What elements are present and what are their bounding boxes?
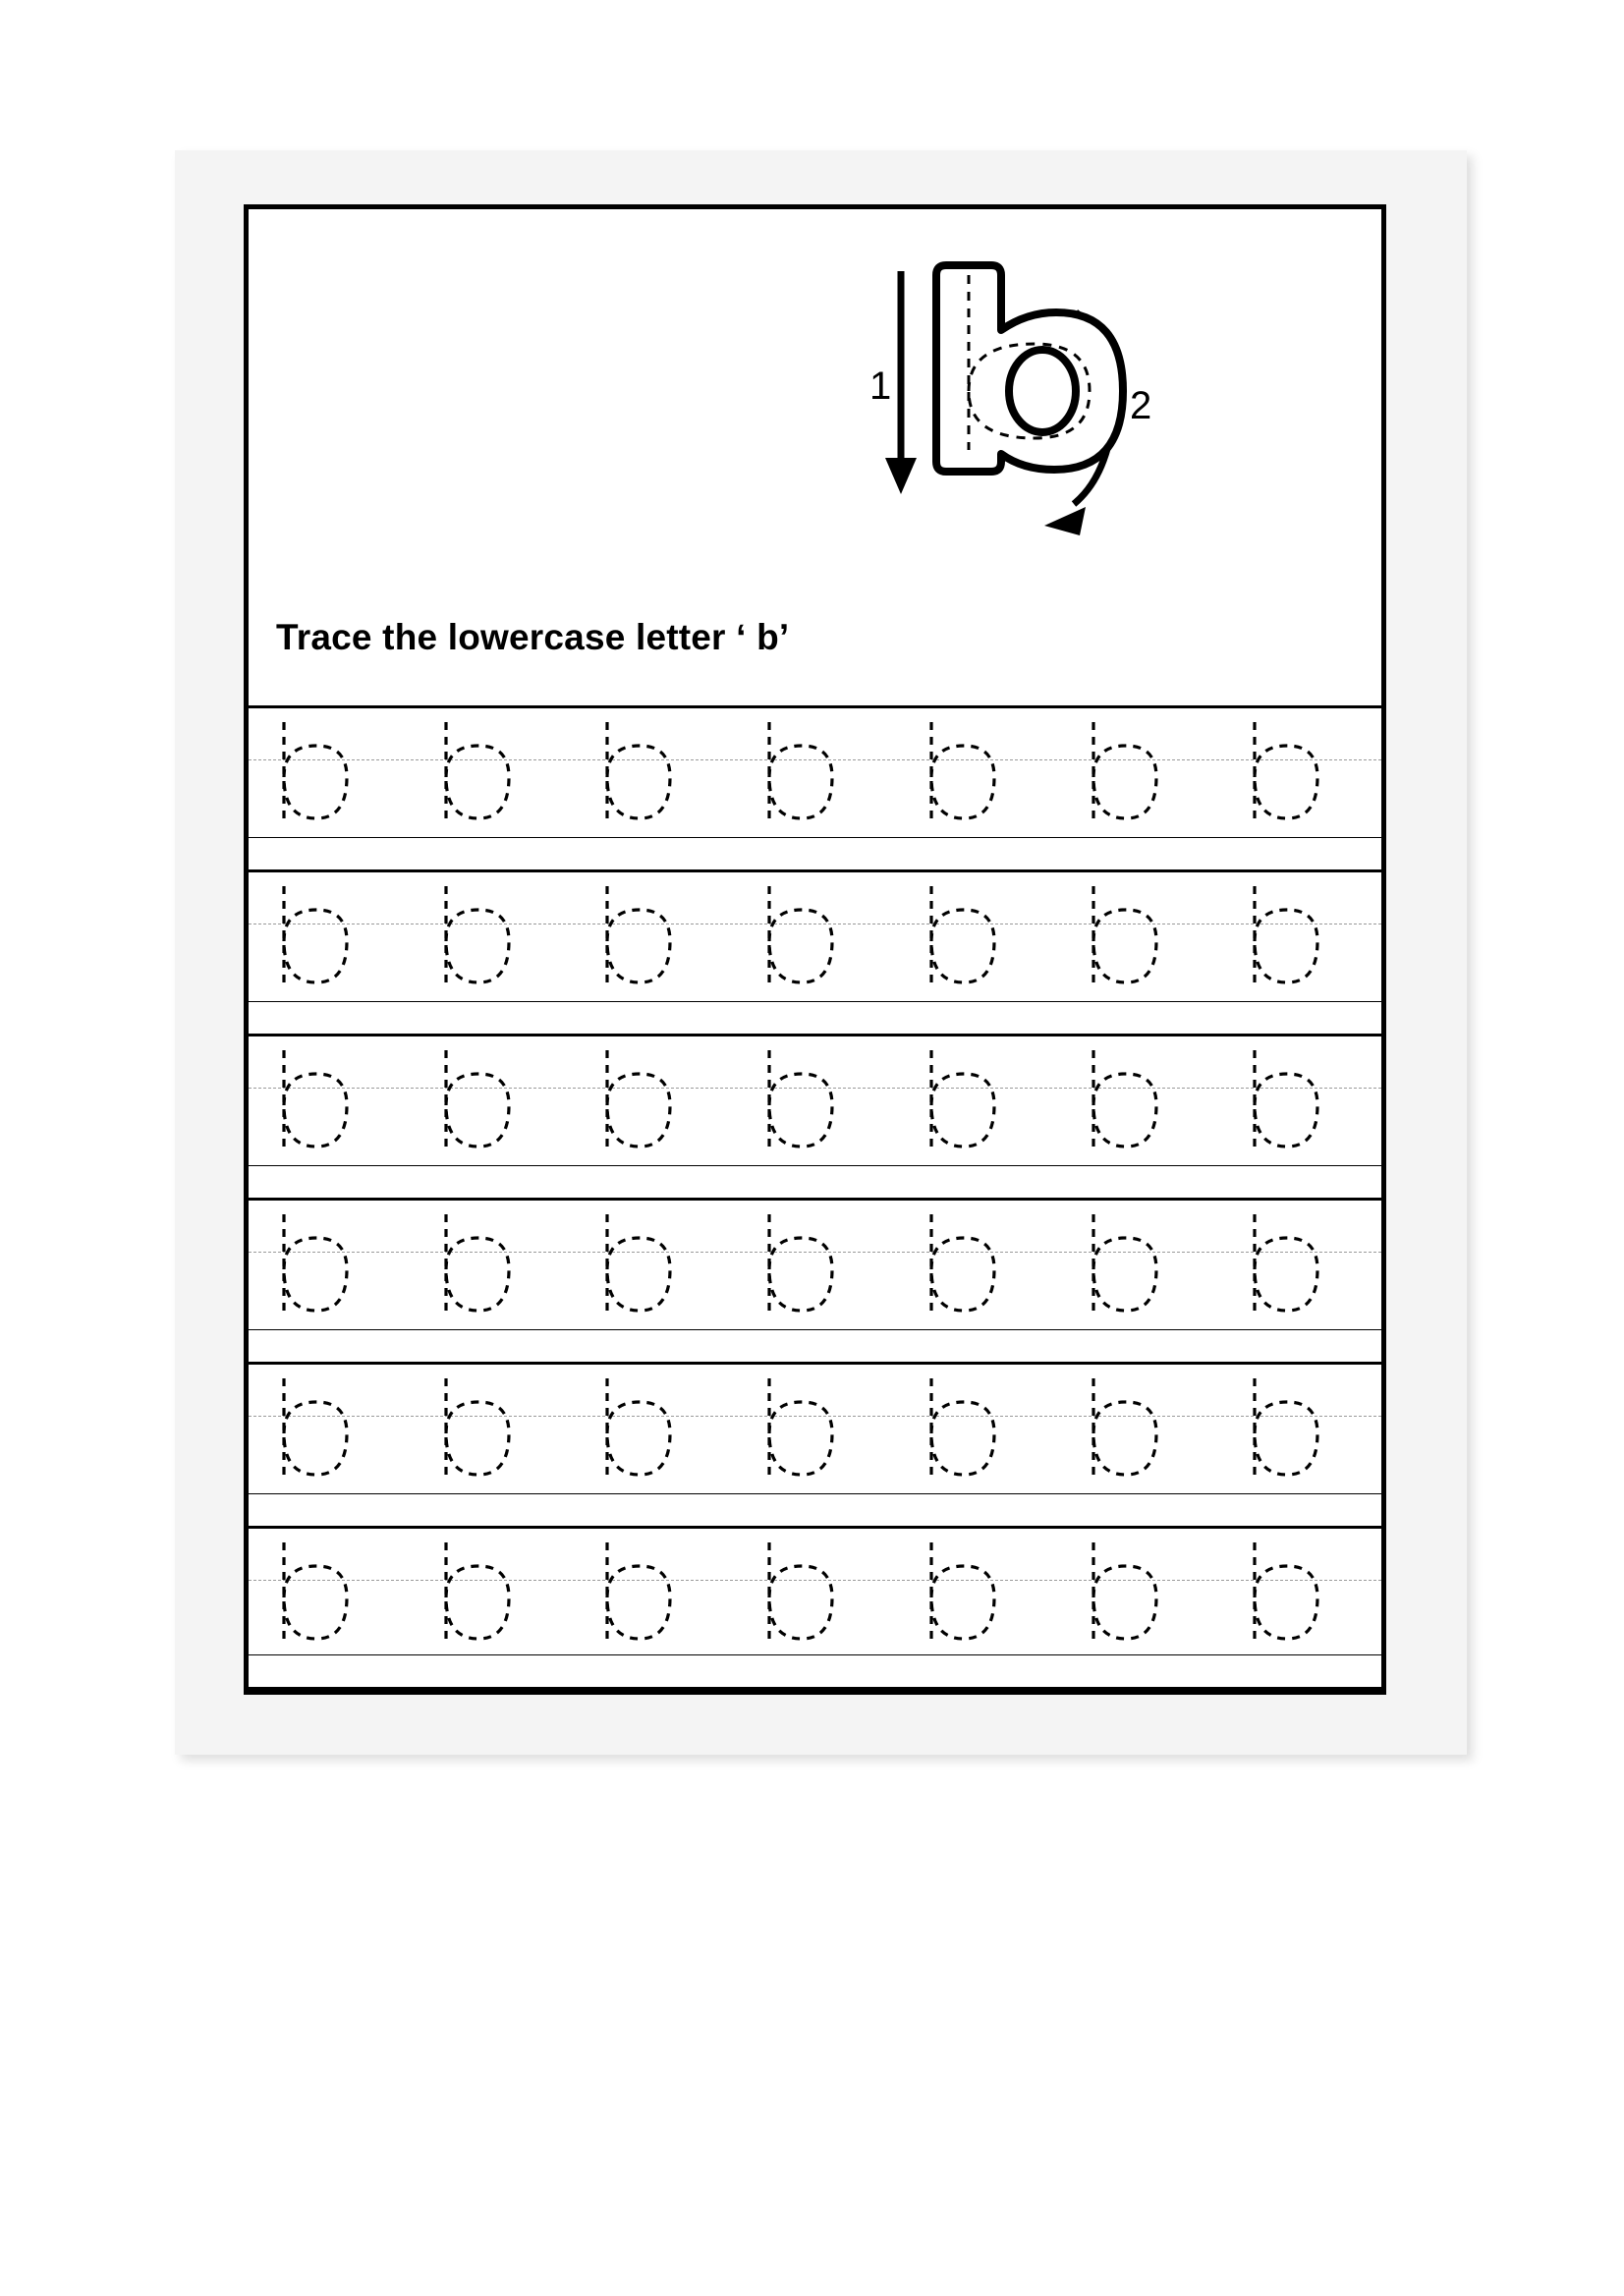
trace-letter-b [734, 1365, 896, 1526]
trace-letter-b [572, 1036, 734, 1198]
trace-letter-b [411, 1036, 573, 1198]
trace-letter-b [572, 708, 734, 869]
stroke-1-arrow [885, 271, 917, 494]
trace-letter-b [1219, 1529, 1381, 1687]
trace-letter-b [896, 708, 1058, 869]
trace-letter-b [896, 872, 1058, 1034]
trace-letter-b [896, 1529, 1058, 1687]
trace-letter-b [734, 708, 896, 869]
trace-letter-b [1058, 1036, 1220, 1198]
trace-letter-b [734, 1036, 896, 1198]
trace-letter-b [411, 708, 573, 869]
trace-glyph-set [249, 1529, 1381, 1687]
trace-glyph-set [249, 1036, 1381, 1198]
trace-letter-b [1058, 1201, 1220, 1362]
trace-letter-b [411, 872, 573, 1034]
trace-letter-b [734, 1529, 896, 1687]
trace-letter-b [734, 1201, 896, 1362]
trace-letter-b [249, 1529, 411, 1687]
trace-letter-b [572, 1529, 734, 1687]
trace-glyph-set [249, 872, 1381, 1034]
stroke-number-1: 1 [869, 364, 892, 408]
stroke-number-2: 2 [1130, 384, 1152, 427]
page-title: Trace the lowercase letter ‘ b’ [276, 617, 790, 657]
trace-letter-b [249, 1365, 411, 1526]
trace-letter-b [572, 1365, 734, 1526]
demo-letter-b-outline [799, 253, 1211, 578]
trace-letter-b [249, 1201, 411, 1362]
trace-letter-b [249, 1036, 411, 1198]
trace-letter-b [734, 872, 896, 1034]
practice-row [249, 869, 1381, 1034]
trace-letter-b [1058, 872, 1220, 1034]
trace-letter-b [1219, 872, 1381, 1034]
trace-letter-b [411, 1201, 573, 1362]
trace-letter-b [1058, 708, 1220, 869]
trace-letter-b [1058, 1529, 1220, 1687]
trace-letter-b [896, 1365, 1058, 1526]
trace-letter-b [896, 1201, 1058, 1362]
practice-row [249, 1198, 1381, 1362]
letter-b-shape [936, 265, 1123, 472]
practice-row [249, 1362, 1381, 1526]
trace-letter-b [1219, 1365, 1381, 1526]
worksheet-frame [244, 204, 1386, 1695]
trace-letter-b [249, 872, 411, 1034]
demo-letter-graphic [799, 253, 1211, 578]
trace-letter-b [411, 1529, 573, 1687]
trace-letter-b [572, 872, 734, 1034]
stroke-2-arrowhead [1044, 507, 1086, 535]
trace-glyph-set [249, 1365, 1381, 1526]
practice-row [249, 1034, 1381, 1198]
practice-rows [249, 705, 1381, 1690]
practice-row [249, 1526, 1381, 1690]
trace-glyph-set [249, 1201, 1381, 1362]
trace-letter-b [1219, 1201, 1381, 1362]
demo-letter-area [249, 209, 1381, 717]
trace-letter-b [1058, 1365, 1220, 1526]
trace-letter-b [1219, 708, 1381, 869]
trace-letter-b [896, 1036, 1058, 1198]
trace-letter-b [1219, 1036, 1381, 1198]
trace-letter-b [572, 1201, 734, 1362]
trace-letter-b [411, 1365, 573, 1526]
trace-glyph-set [249, 708, 1381, 869]
practice-row [249, 705, 1381, 869]
trace-letter-b [249, 708, 411, 869]
